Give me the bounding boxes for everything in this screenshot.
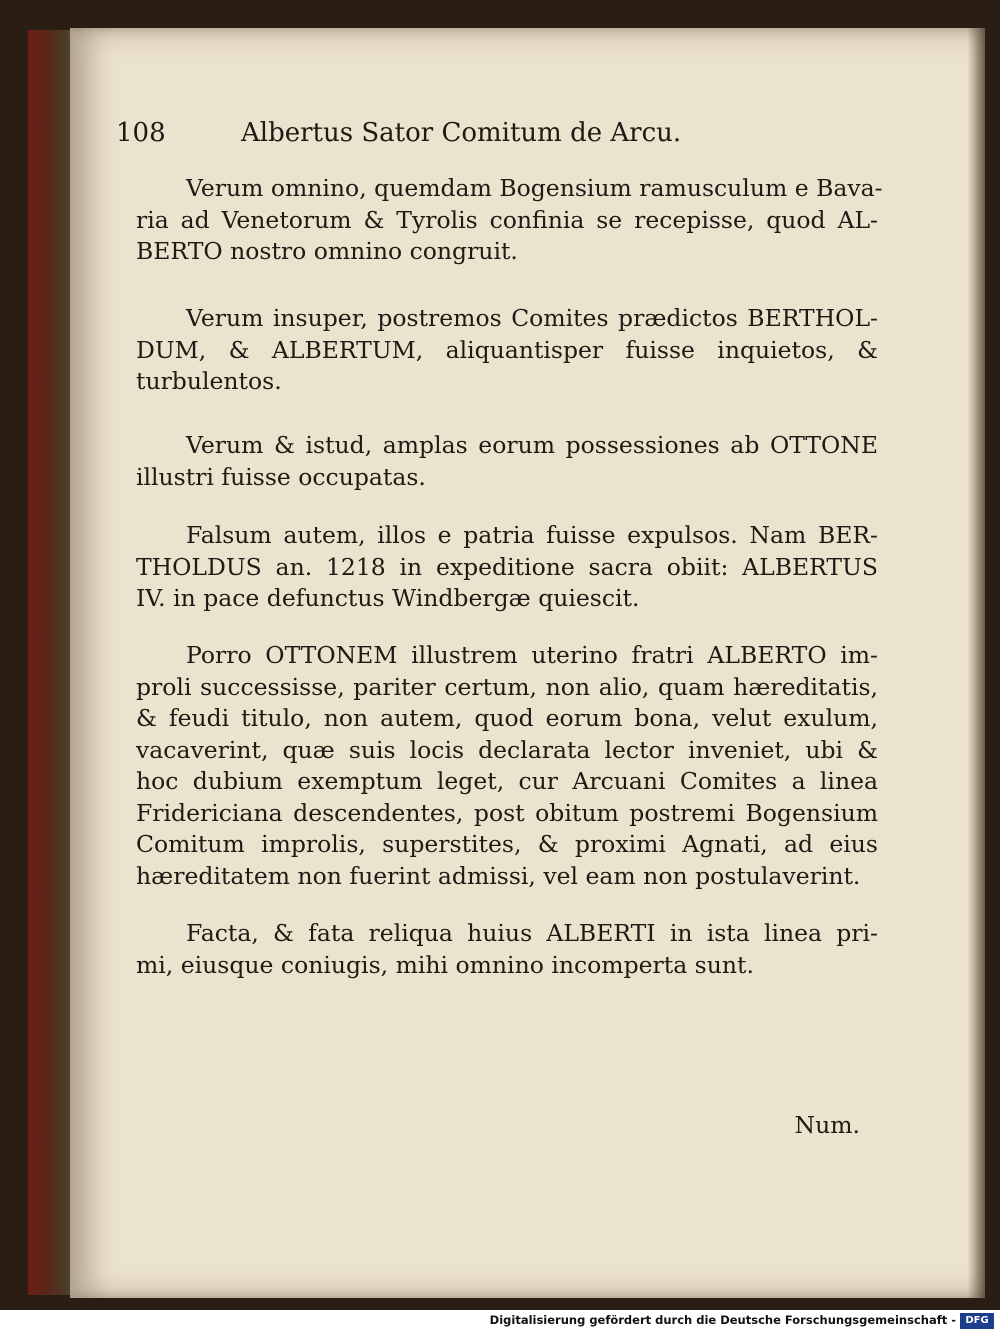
funding-notice: Digitalisierung gefördert durch die Deutsche Forschungsgemeinschaft - [489,1313,956,1327]
text-line: hoc dubium exemptum leget, cur Arcuani Comites a linea [136,767,878,795]
text-line: Falsum autem, illos e patria fuisse expulsos. Nam BER- [186,521,878,549]
text-line: vacaverint, quæ suis locis declarata lector inveniet, ubi & [136,735,878,764]
running-header [116,118,816,150]
paragraph-2 [136,303,878,398]
catchword: Num. [794,1111,860,1139]
paragraph-3 [136,430,878,493]
text-line: hæreditatem non fuerint admissi, vel eam non postulaverint. [136,861,861,890]
text-line: DUM, & ALBERTUM, aliquantisper fuisse inquietos, & [136,335,878,364]
running-title: Albertus Sator Comitum de Arcu. [241,118,682,148]
text-line: Verum & istud, amplas eorum possessiones ab OTTONE [186,431,878,459]
text-line: ria ad Venetorum & Tyrolis confinia se recepisse, quod AL- [136,205,878,234]
paragraph-1 [136,173,883,268]
paragraph-6 [136,918,878,981]
text-line: mi, eiusque coniugis, mihi omnino incomperta sunt. [136,950,754,979]
text-line: turbulentos. [136,367,282,395]
dfg-logo-icon: DFG [960,1313,994,1329]
text-line: Comitum improlis, superstites, & proximi Agnati, ad eius [136,830,878,858]
text-line: Verum omnino, quemdam Bogensium ramusculum e Bava- [186,174,883,202]
text-line: illustri fuisse occupatas. [136,462,426,491]
text-line: BERTO nostro omnino congruit. [136,237,518,265]
text-line: & feudi titulo, non autem, quod eorum bona, velut exulum, [136,704,878,732]
text-line: Verum insuper, postremos Comites prædictos BERTHOL- [186,304,878,332]
text-line: Facta, & fata reliqua huius ALBERTI in ista linea pri- [186,919,878,947]
text-line: proli successisse, pariter certum, non alio, quam hæreditatis, [136,672,878,701]
paragraph-5 [136,640,878,892]
text-line: Porro OTTONEM illustrem uterino fratri ALBERTO im- [186,641,878,669]
text-line: Fridericiana descendentes, post obitum postremi Bogensium [136,798,878,827]
text-line: THOLDUS an. 1218 in expeditione sacra obiit: ALBERTUS [136,552,878,581]
text-line: IV. in pace defunctus Windbergæ quiescit. [136,584,640,612]
footer-bar [0,1310,1000,1334]
page-edge-shadow [967,28,985,1298]
page-number: 108 [116,118,166,148]
paragraph-4 [136,520,878,615]
